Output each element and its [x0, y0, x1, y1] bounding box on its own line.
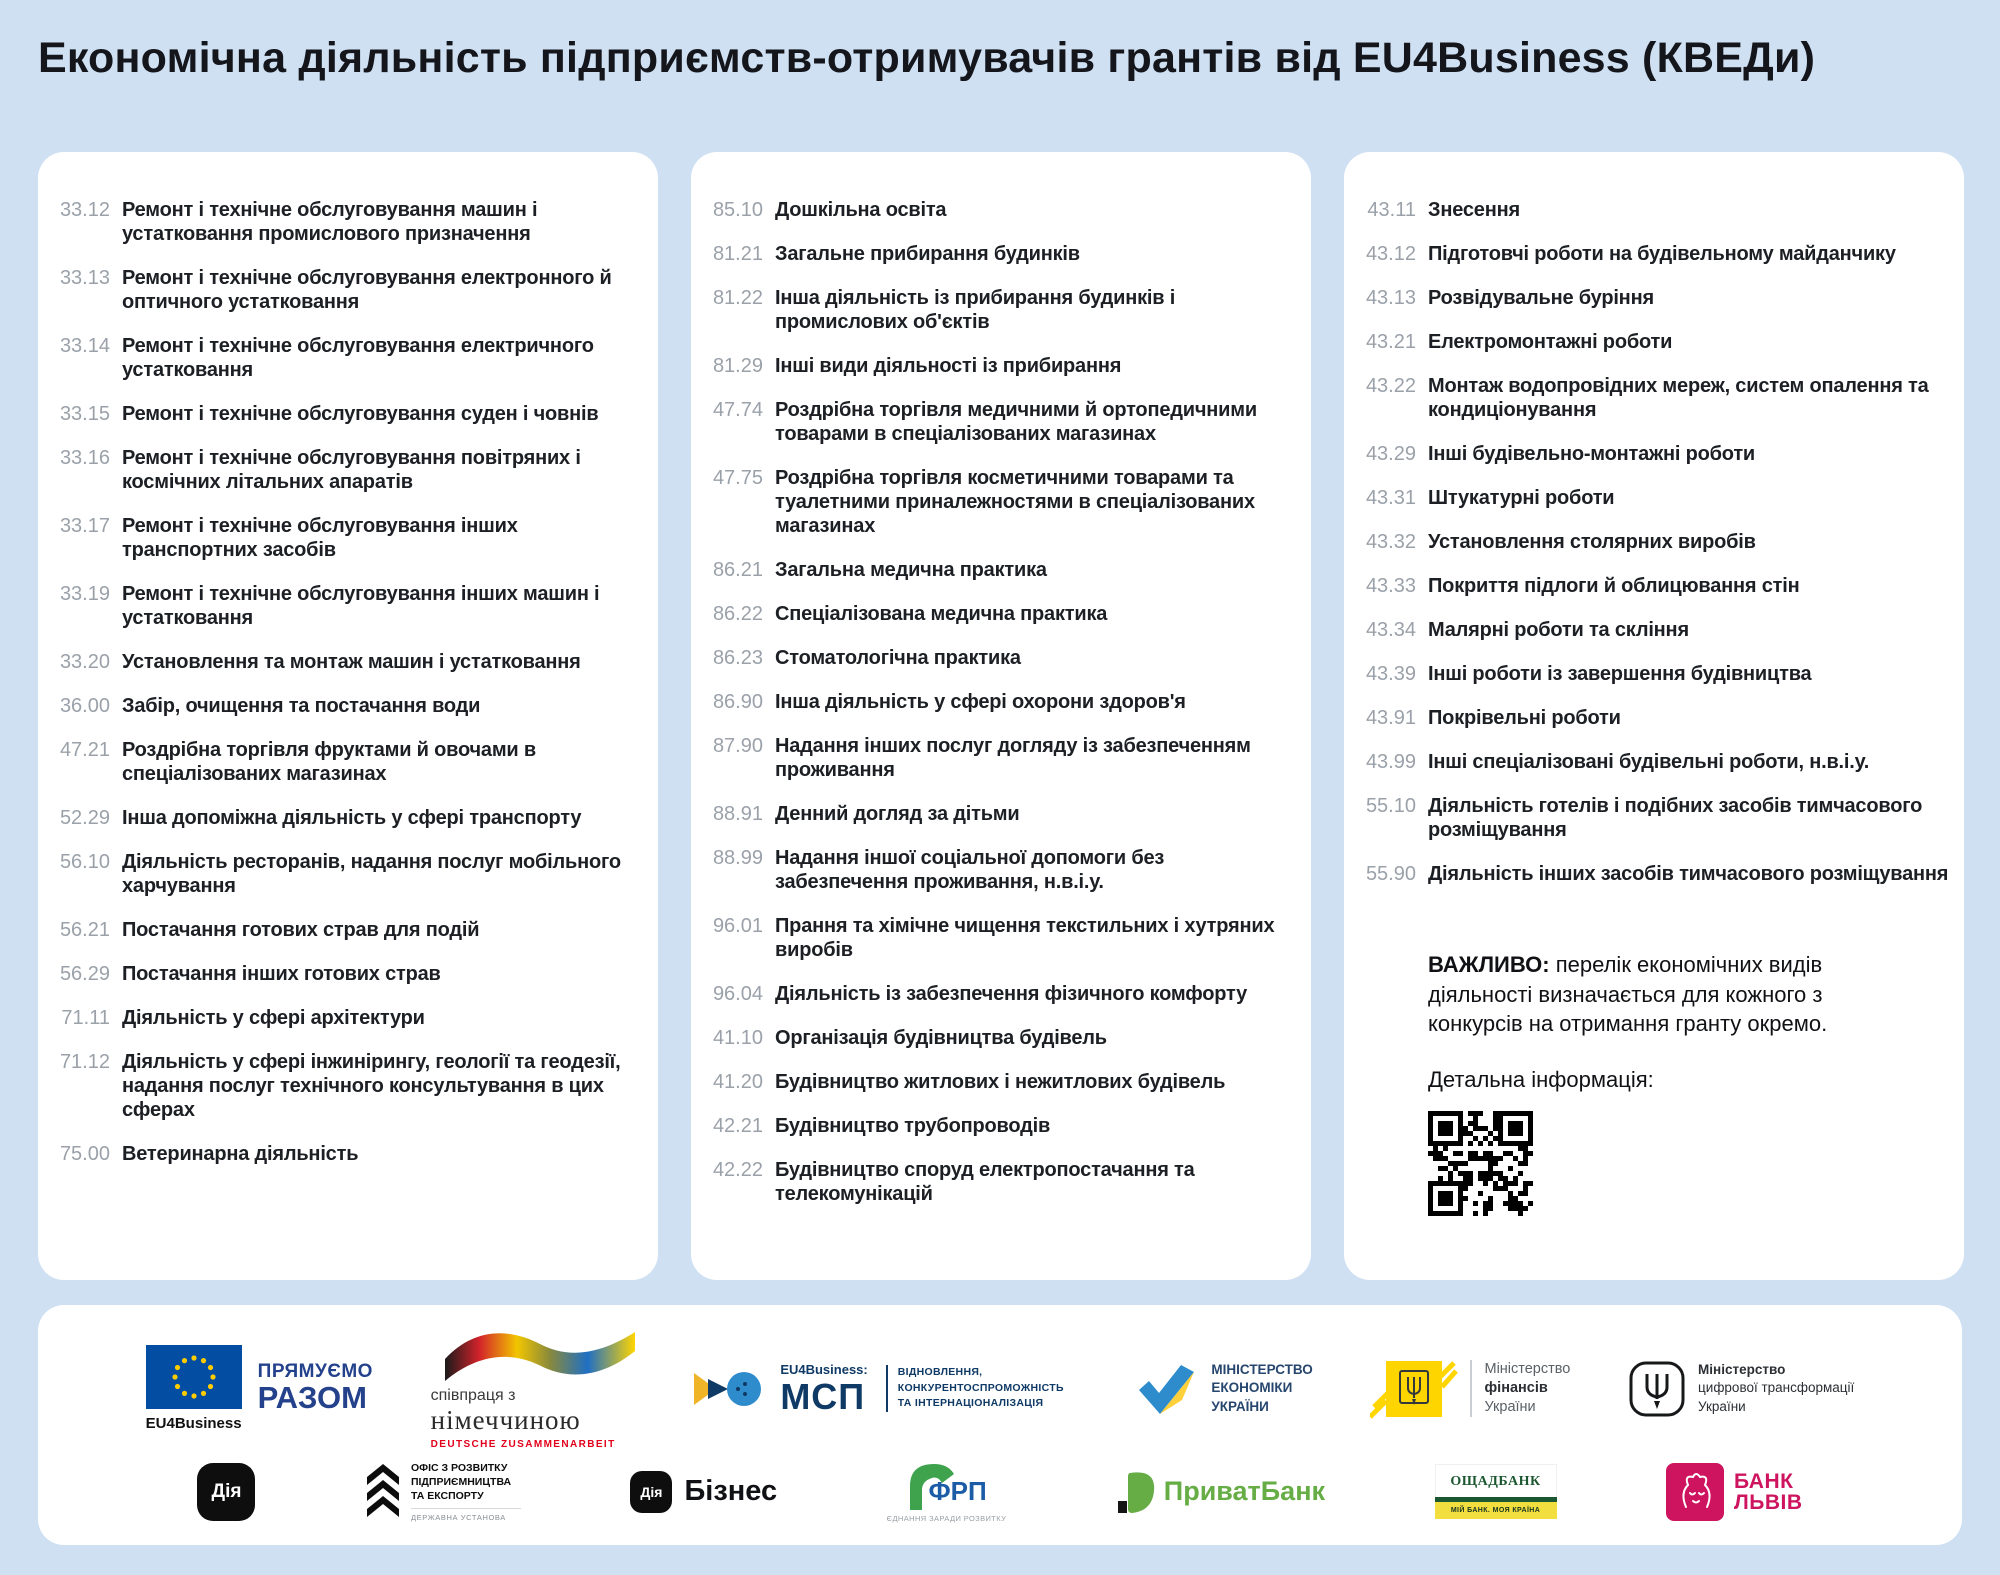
list-item: [1362, 242, 1954, 266]
logo-ministry-economy: [1135, 1360, 1312, 1418]
page-title: Економічна діяльність підприємств-отримувачів грантів від EU4Business (КВЕДи): [38, 34, 1816, 82]
privatbank-icon: [1116, 1469, 1156, 1515]
kved-description: Ремонт і технічне обслуговування електричного устатковання: [122, 335, 594, 381]
kved-card-3: [1344, 152, 1964, 1280]
kved-description: Діяльність у сфері інжинірингу, геології та геодезії, надання послуг технічного консультування в цих сферах: [122, 1051, 621, 1121]
kved-description: Загальна медична практика: [775, 559, 1047, 581]
list-item: [1362, 706, 1954, 730]
mincifra-emblem-icon: [1628, 1360, 1686, 1418]
list-item: [56, 918, 648, 942]
kved-code: 86.21: [712, 559, 763, 581]
important-note-highlight: ВАЖЛИВО:: [1428, 952, 1550, 977]
kved-code: 41.20: [712, 1071, 763, 1093]
list-item: [56, 738, 648, 786]
list-item: [1362, 374, 1954, 422]
ministry-finance-line2: фінансів: [1484, 1380, 1548, 1397]
kved-description: Інша допоміжна діяльність у сфері транспорту: [122, 807, 582, 829]
kved-code: 43.39: [1365, 663, 1416, 685]
kved-code: 42.22: [712, 1159, 763, 1181]
kved-description: Стоматологічна практика: [775, 647, 1021, 669]
list-item: [56, 582, 648, 630]
list-item: [709, 1026, 1301, 1050]
kved-description: Будівництво трубопроводів: [775, 1115, 1051, 1137]
eu4business-slogan-line2: РАЗОМ: [257, 1380, 367, 1416]
kved-description: Інші спеціалізовані будівельні роботи, н.в.і.у.: [1428, 751, 1870, 773]
kved-code: 33.14: [59, 335, 110, 357]
frp-caption: ЄДНАННЯ ЗАРАДИ РОЗВИТКУ: [886, 1514, 1007, 1523]
qr-code: [1428, 1111, 1533, 1216]
list-item: [56, 334, 648, 382]
list-item: [1362, 530, 1954, 554]
kved-description: Роздрібна торгівля медичними й ортопедичними товарами в спеціалізованих магазинах: [775, 399, 1257, 445]
list-item: [1362, 330, 1954, 354]
list-item: [1362, 286, 1954, 310]
kved-code: 43.22: [1365, 375, 1416, 397]
diia-label: Дія: [211, 1480, 242, 1502]
eu4business-caption: EU4Business: [145, 1415, 242, 1432]
kved-list-2: [709, 198, 1301, 1206]
kved-description: Постачання готових страв для подій: [122, 919, 480, 941]
list-item: [709, 802, 1301, 826]
list-item: [56, 650, 648, 674]
kved-description: Покрівельні роботи: [1428, 707, 1621, 729]
list-item: [709, 286, 1301, 334]
kved-code: 33.20: [59, 651, 110, 673]
kved-code: 71.12: [59, 1051, 110, 1073]
office-line2: ПІДПРИЄМНИЦТВА: [410, 1475, 512, 1488]
logo-row-1: [88, 1327, 1912, 1450]
kved-code: 33.16: [59, 447, 110, 469]
lion-icon: [1666, 1463, 1724, 1521]
list-item: [56, 446, 648, 494]
kved-description: Малярні роботи та скління: [1428, 619, 1689, 641]
kved-description: Будівництво житлових і нежитлових будівель: [775, 1071, 1226, 1093]
logo-bank-lviv: [1666, 1463, 1803, 1521]
logo-oschadbank: [1435, 1464, 1557, 1519]
kved-code: 41.10: [712, 1027, 763, 1049]
list-item: [1362, 862, 1954, 886]
logo-eu4business: [146, 1345, 373, 1432]
kved-code: 33.17: [59, 515, 110, 537]
footer-logo-bar: [38, 1305, 1962, 1545]
kved-description: Електромонтажні роботи: [1428, 331, 1673, 353]
list-item: [709, 982, 1301, 1006]
msp-caption: ВІДНОВЛЕННЯ, КОНКУРЕНТОСПРОМОЖНІСТЬ ТА ІНТЕРНАЦІОНАЛІЗАЦІЯ: [886, 1365, 1078, 1412]
kved-code: 86.90: [712, 691, 763, 713]
kved-description: Забір, очищення та постачання води: [122, 695, 481, 717]
list-item: [56, 1050, 648, 1122]
list-item: [709, 734, 1301, 782]
kved-list-3: [1362, 198, 1954, 886]
eu-flag-icon: [146, 1345, 242, 1409]
kved-code: 56.10: [59, 851, 110, 873]
kved-cards: [38, 152, 1964, 1280]
list-item: [709, 690, 1301, 714]
logo-privatbank: [1116, 1469, 1325, 1515]
kved-description: Ремонт і технічне обслуговування суден і човнів: [122, 403, 599, 425]
diia-app-icon: [197, 1463, 255, 1521]
germany-line1: співпраця з: [430, 1387, 516, 1404]
kved-card-1: [38, 152, 658, 1280]
list-item: [56, 402, 648, 426]
list-item: [56, 694, 648, 718]
kved-description: Роздрібна торгівля косметичними товарами та туалетними приналежностями в спеціалізованих магазинах: [775, 467, 1255, 537]
diia-business-icon: [630, 1471, 672, 1513]
ministry-economy-line1: МІНІСТЕРСТВО: [1211, 1362, 1313, 1378]
logo-entrepreneurship-export-office: [365, 1461, 521, 1523]
kved-code: 96.04: [712, 983, 763, 1005]
logo-diia: [197, 1463, 255, 1521]
list-item: [56, 266, 648, 314]
kved-description: Розвідувальне буріння: [1428, 287, 1654, 309]
list-item: [709, 646, 1301, 670]
list-item: [709, 602, 1301, 626]
kved-code: 43.32: [1365, 531, 1416, 553]
list-item: [56, 514, 648, 562]
kved-code: 71.11: [61, 1007, 110, 1029]
kved-description: Інші роботи із завершення будівництва: [1428, 663, 1812, 685]
kved-list-1: [56, 198, 648, 1166]
important-note-text: ВАЖЛИВО: перелік економічних видів діяльності визначається для кожного з конкурсів на отримання гранту окремо.: [1428, 952, 1828, 1037]
kved-description: Покриття підлоги й облицювання стін: [1428, 575, 1800, 597]
list-item: [1362, 662, 1954, 686]
list-item: [56, 806, 648, 830]
list-item: [709, 558, 1301, 582]
kved-description: Дошкільна освіта: [775, 199, 947, 221]
kved-description: Ремонт і технічне обслуговування машин і устатковання промислового призначення: [122, 199, 538, 245]
kved-code: 43.11: [1367, 199, 1416, 221]
kved-description: Загальне прибирання будинків: [775, 243, 1080, 265]
kved-code: 43.91: [1365, 707, 1416, 729]
list-item: [56, 1006, 648, 1030]
list-item: [1362, 794, 1954, 842]
msp-arrows-icon: [692, 1361, 768, 1417]
list-item: [709, 1158, 1301, 1206]
kved-code: 47.75: [712, 467, 763, 489]
kved-code: 43.12: [1365, 243, 1416, 265]
list-item: [56, 198, 648, 246]
bank-lviv-line2: ЛЬВІВ: [1734, 1490, 1803, 1514]
list-item: [709, 466, 1301, 538]
kved-code: 43.29: [1365, 443, 1416, 465]
ministry-finance-line3: України: [1484, 1398, 1536, 1415]
kved-card-2: [691, 152, 1311, 1280]
list-item: [709, 242, 1301, 266]
list-item: [709, 1070, 1301, 1094]
minfin-emblem-icon: [1370, 1357, 1458, 1421]
kved-code: 36.00: [59, 695, 110, 717]
kved-code: 86.23: [712, 647, 763, 669]
kved-description: Діяльність ресторанів, надання послуг мобільного харчування: [122, 851, 621, 897]
ministry-economy-line2: ЕКОНОМІКИ: [1211, 1380, 1293, 1396]
kved-description: Інша діяльність із прибирання будинків і промислових об'єктів: [775, 287, 1176, 333]
msp-abbr: МСП: [780, 1375, 866, 1417]
ministry-digital-line2: цифрової трансформації: [1698, 1380, 1855, 1396]
kved-code: 33.19: [59, 583, 110, 605]
kved-description: Діяльність із забезпечення фізичного комфорту: [775, 983, 1248, 1005]
kved-code: 47.74: [712, 399, 763, 421]
oschadbank-caption: МІЙ БАНК. МОЯ КРАЇНА: [1435, 1502, 1557, 1519]
kved-code: 43.21: [1365, 331, 1416, 353]
kved-description: Ремонт і технічне обслуговування повітряних і космічних літальних апаратів: [122, 447, 581, 493]
kved-code: 55.10: [1365, 795, 1416, 817]
list-item: [1362, 486, 1954, 510]
kved-code: 75.00: [59, 1143, 110, 1165]
kved-code: 43.31: [1365, 487, 1416, 509]
kved-description: Інші види діяльності із прибирання: [775, 355, 1122, 377]
kved-code: 86.22: [712, 603, 763, 625]
logo-german-cooperation: [431, 1327, 635, 1450]
kved-code: 96.01: [712, 915, 763, 937]
list-item: [709, 846, 1301, 894]
list-item: [709, 198, 1301, 222]
kved-code: 85.10: [712, 199, 763, 221]
list-item: [709, 398, 1301, 446]
kved-description: Постачання інших готових страв: [122, 963, 441, 985]
ministry-economy-line3: УКРАЇНИ: [1211, 1398, 1269, 1414]
kved-description: Ветеринарна діяльність: [122, 1143, 359, 1165]
kved-code: 42.21: [712, 1115, 763, 1137]
diia-business-text: Бізнес: [684, 1475, 778, 1507]
kved-description: Інші будівельно-монтажні роботи: [1428, 443, 1756, 465]
kved-code: 56.29: [59, 963, 110, 985]
msp-brand: EU4Business:: [780, 1361, 868, 1377]
kved-description: Підготовчі роботи на будівельному майданчику: [1428, 243, 1896, 265]
kved-code: 43.13: [1365, 287, 1416, 309]
list-item: [1362, 618, 1954, 642]
kved-description: Надання іншої соціальної допомоги без забезпечення проживання, н.в.і.у.: [775, 847, 1165, 893]
list-item: [709, 914, 1301, 962]
kved-description: Установлення та монтаж машин і устатковання: [122, 651, 581, 673]
kved-description: Ремонт і технічне обслуговування електронного й оптичного устатковання: [122, 267, 612, 313]
germany-caption: DEUTSCHE ZUSAMMENARBEIT: [430, 1439, 616, 1450]
kved-description: Монтаж водопровідних мереж, систем опалення та кондиціонування: [1428, 375, 1929, 421]
office-caption: ДЕРЖАВНА УСТАНОВА: [411, 1508, 521, 1522]
privatbank-text: ПриватБанк: [1163, 1476, 1326, 1506]
important-note: [1428, 950, 1878, 1216]
kved-code: 43.99: [1365, 751, 1416, 773]
kved-code: 87.90: [712, 735, 763, 757]
list-item: [1362, 442, 1954, 466]
eu4business-slogan-line1: ПРЯМУЄМО: [257, 1361, 373, 1383]
kved-description: Інша діяльність у сфері охорони здоров'я: [775, 691, 1186, 713]
list-item: [56, 850, 648, 898]
logo-diia-business: [630, 1471, 777, 1513]
kved-code: 88.99: [712, 847, 763, 869]
germany-line2: німеччиною: [430, 1405, 581, 1435]
logo-frp: [887, 1460, 1007, 1523]
logo-ministry-finance: [1370, 1357, 1570, 1421]
kved-description: Знесення: [1428, 199, 1520, 221]
kved-code: 33.15: [59, 403, 110, 425]
kved-code: 33.13: [59, 267, 110, 289]
ministry-digital-line1: Міністерство: [1698, 1362, 1786, 1378]
kved-code: 88.91: [712, 803, 763, 825]
list-item: [56, 962, 648, 986]
oschadbank-title: ОЩАДБАНК: [1435, 1464, 1557, 1497]
kved-description: Установлення столярних виробів: [1428, 531, 1756, 553]
kved-description: Денний догляд за дітьми: [775, 803, 1020, 825]
list-item: [1362, 198, 1954, 222]
kved-description: Діяльність готелів і подібних засобів тимчасового розміщування: [1428, 795, 1923, 841]
list-item: [709, 354, 1301, 378]
diia-business-label: Дія: [640, 1483, 663, 1500]
kved-code: 43.33: [1365, 575, 1416, 597]
kved-code: 81.29: [712, 355, 763, 377]
ministry-digital-line3: України: [1698, 1398, 1746, 1414]
kved-description: Прання та хімічне чищення текстильних і хутряних виробів: [775, 915, 1275, 961]
list-item: [1362, 574, 1954, 598]
kved-description: Ремонт і технічне обслуговування інших транспортних засобів: [122, 515, 518, 561]
ministry-finance-line1: Міністерство: [1484, 1361, 1571, 1378]
office-line3: ТА ЕКСПОРТУ: [410, 1490, 484, 1503]
kved-description: Організація будівництва будівель: [775, 1027, 1107, 1049]
kved-description: Ремонт і технічне обслуговування інших машин і устатковання: [122, 583, 600, 629]
list-item: [1362, 750, 1954, 774]
kved-code: 47.21: [59, 739, 110, 761]
kved-code: 52.29: [59, 807, 110, 829]
office-line1: ОФІС З РОЗВИТКУ: [410, 1461, 508, 1474]
checkmark-icon: [1135, 1360, 1199, 1418]
kved-description: Роздрібна торгівля фруктами й овочами в спеціалізованих магазинах: [122, 739, 536, 785]
kved-description: Спеціалізована медична практика: [775, 603, 1108, 625]
kved-description: Діяльність у сфері архітектури: [122, 1007, 425, 1029]
kved-description: Діяльність інших засобів тимчасового розміщування: [1428, 863, 1949, 885]
list-item: [56, 1142, 648, 1166]
kved-code: 55.90: [1365, 863, 1416, 885]
logo-row-2: [88, 1460, 1912, 1523]
kved-code: 81.21: [712, 243, 763, 265]
kved-code: 56.21: [59, 919, 110, 941]
germany-ukraine-ribbon-icon: [445, 1327, 635, 1385]
kved-code: 81.22: [712, 287, 763, 309]
frp-abbr: ФРП: [928, 1476, 987, 1506]
kved-code: 33.12: [59, 199, 110, 221]
note-details-label: Детальна інформація:: [1428, 1067, 1654, 1093]
kved-description: Штукатурні роботи: [1428, 487, 1615, 509]
kved-code: 43.34: [1365, 619, 1416, 641]
bank-lviv-line1: БАНК: [1734, 1469, 1794, 1493]
kved-description: Будівництво споруд електропостачання та телекомунікацій: [775, 1159, 1195, 1205]
logo-eu4business-msp: [692, 1361, 1077, 1417]
kved-description: Надання інших послуг догляду із забезпеченням проживання: [775, 735, 1251, 781]
export-office-icon: [365, 1462, 401, 1520]
logo-ministry-digital: [1628, 1360, 1854, 1418]
list-item: [709, 1114, 1301, 1138]
